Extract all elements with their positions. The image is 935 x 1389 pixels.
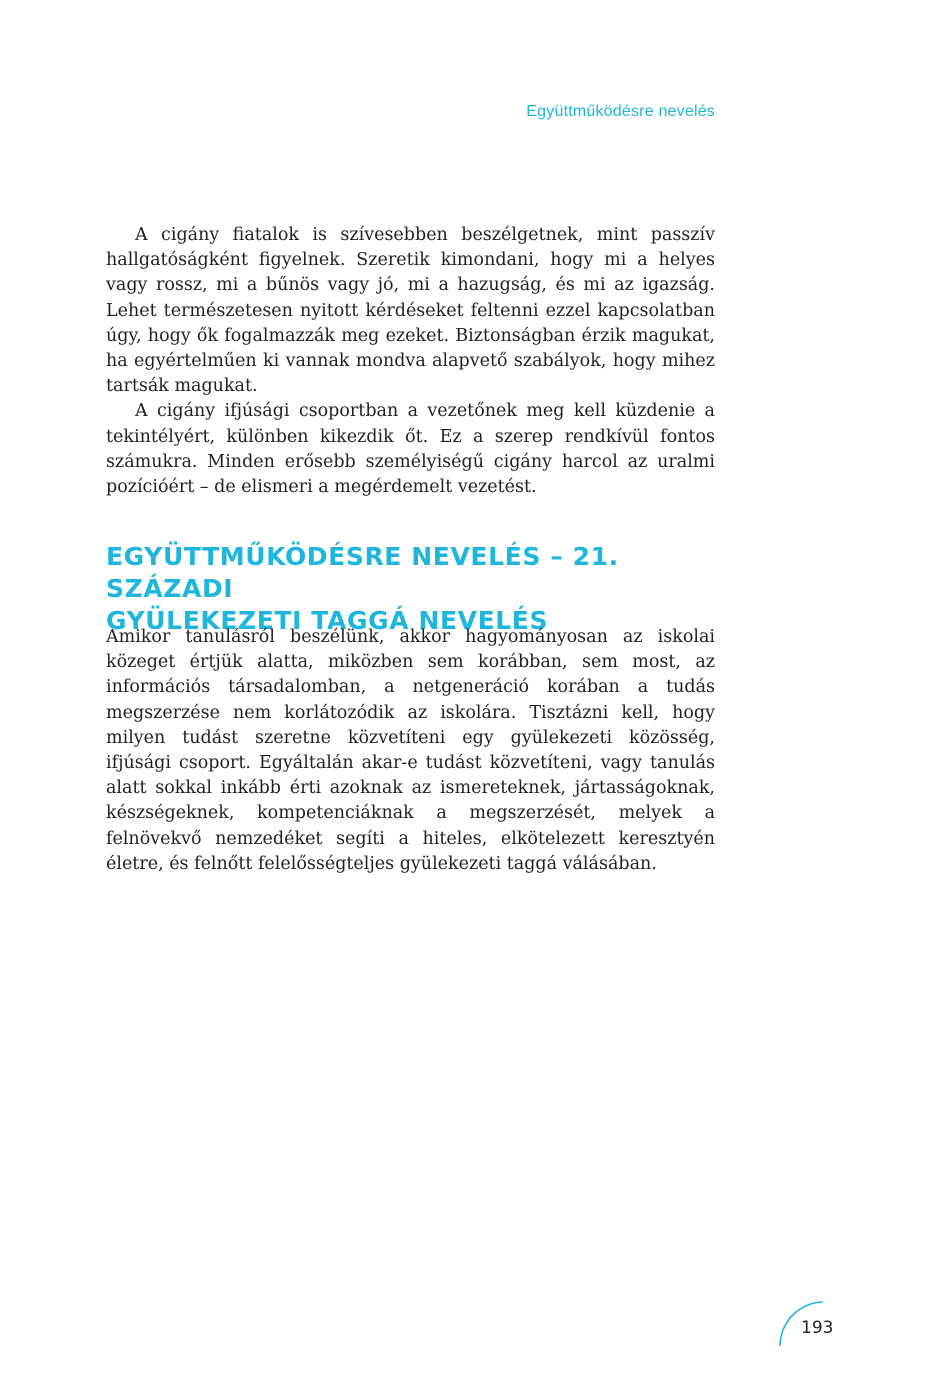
section-heading-line: GYÜLEKEZETI TAGGÁ NEVELÉS: [106, 606, 549, 635]
intro-paragraph: A cigány ifjúsági csoportban a vezetőnek meg kell küzdenie a tekintélyért, különben kikezdik őt. Ez a szerep rendkívül fontos számukra. Minden erősebb személyiségű cigány harcol az uralmi pozícióért – de elismeri a megérdemelt vezetést.: [106, 401, 715, 498]
running-header: Együttműködésre nevelés: [526, 103, 715, 120]
page-number-badge: [778, 1300, 838, 1348]
page-number: 193: [801, 1318, 834, 1338]
section-heading: [106, 541, 746, 637]
section-paragraph: Amikor tanulásról beszélünk, akkor hagyományosan az iskolai közeget értjük alatta, miközben sem korábban, sem most, az információs társadalomban, a netgeneráció korában a tudás megszerzése nem korlátozódik az iskolára. Tisztázni kell, hogy milyen tudást szeretne közvetíteni egy gyülekezeti közösség, ifjúsági csoport. Egyáltalán akar-e tudást közvetíteni, vagy tanulás alatt sokkal inkább érti azoknak az ismereteknek, jártasságoknak, készségeknek, kompetenciáknak a megszerzését, melyek a felnövekvő nemzedéket segíti a hiteles, elkötelezett keresztyén életre, és felnőtt felelősségteljes gyülekezeti taggá válásában.: [106, 627, 715, 874]
intro-text: [106, 223, 715, 500]
section-heading-line: EGYÜTTMŰKÖDÉSRE NEVELÉS – 21. SZÁZADI: [106, 542, 619, 603]
intro-paragraph: A cigány fiatalok is szívesebben beszélgetnek, mint passzív hallgatóságként figyelnek. Szeretik kimondani, hogy mi a helyes vagy rossz, mi a bűnös vagy jó, mi a hazugság, és mi az igazság. Lehet természetesen nyitott kérdéseket feltenni ezzel kapcsolatban úgy, hogy ők fogalmazzák meg ezeket. Biztonságban érzik magukat, ha egyértelműen ki vannak mondva alapvető szabályok, hogy mihez tartsák magukat.: [106, 225, 715, 397]
section-body: [106, 625, 715, 877]
